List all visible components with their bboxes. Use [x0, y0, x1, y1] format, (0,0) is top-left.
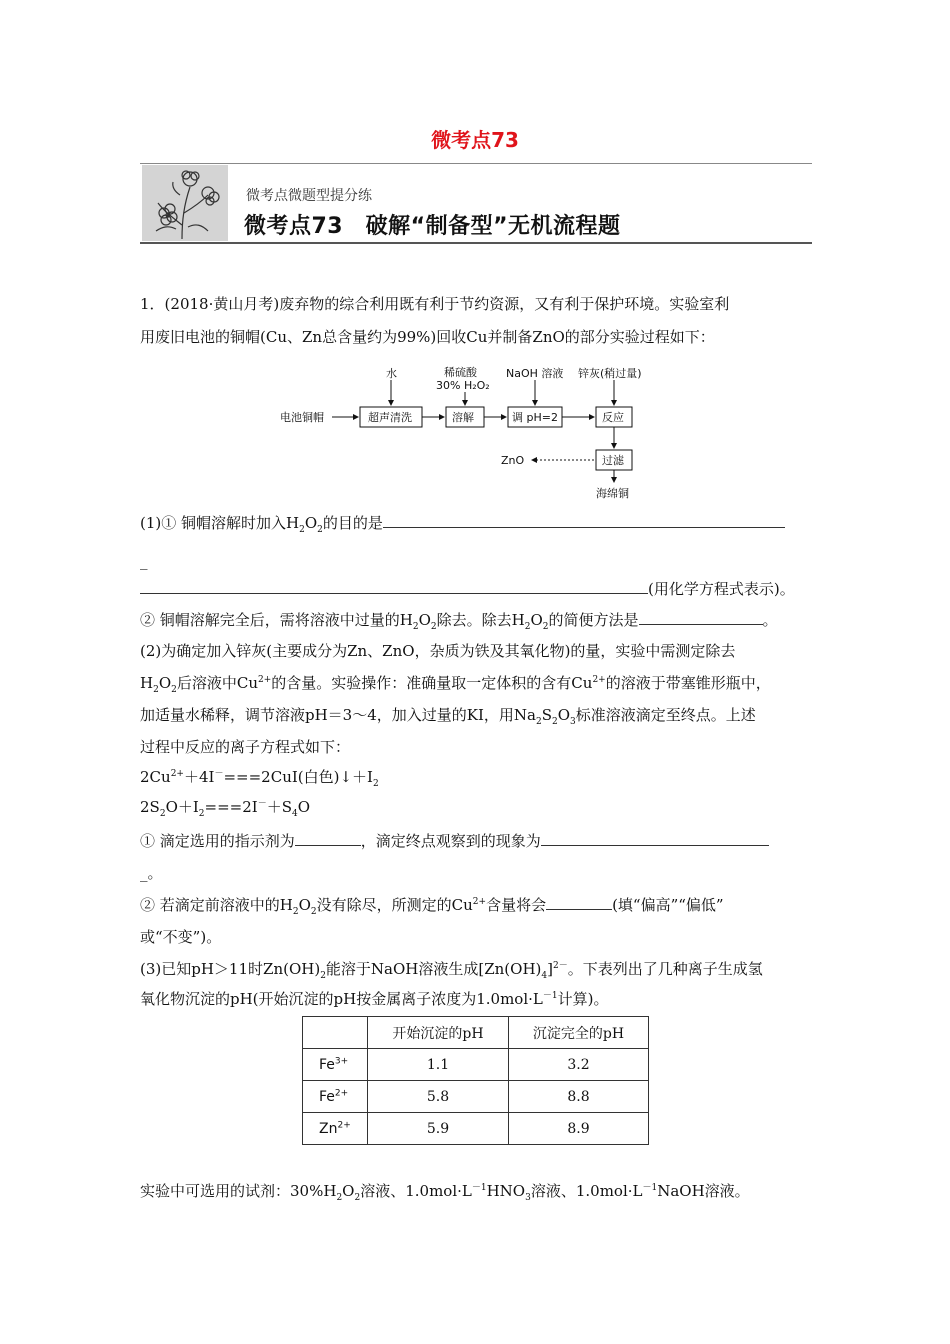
flower-illustration [142, 165, 228, 241]
table-row [303, 1049, 649, 1081]
answer-blank-2a[interactable] [295, 831, 361, 846]
p3-l1: (3)已知pH＞11时$Zn(OH)_2$能溶于NaOH溶液生成$[Zn(OH)_4]^{2-}$。下表列出了几种离子生成氢 [140, 960, 763, 981]
p1-a: (1)① 铜帽溶解时加入$H_2O_2$的目的是 [140, 512, 785, 534]
flow-step3: 调 pH=2 [512, 411, 558, 424]
flow-start: 电池铜帽 [280, 411, 324, 424]
p2-q1: ① 滴定选用的指示剂为 ，滴定终点观察到的现象为 [140, 830, 769, 852]
table-ion: $Fe^{3+}$ [303, 1049, 368, 1081]
table-row [303, 1113, 649, 1145]
section-banner [140, 163, 812, 243]
reagents-line: 实验中可选用的试剂：$30\%H_2O_2$溶液、$1.0mol\cdot L^{-1}HNO_3$溶液、$1.0mol\cdot L^{-1}NaOH$溶液。 [140, 1182, 750, 1203]
banner-subtitle: 微考点微题型提分练 [246, 188, 372, 204]
flow-step2-input-b: 30% H₂O₂ [436, 379, 490, 392]
flow-out-bottom: 海绵铜 [596, 487, 629, 500]
table-corner [303, 1017, 368, 1049]
p2-l2: $H_2O_2$后溶液中$Cu^{2+}$的含量。实验操作：准确量取一定体积的含有$Cu^{2+}$的溶液于带塞锥形瓶中， [140, 674, 771, 695]
equation-1: $2Cu^{2+}+4I^-===2CuI$(白色)$↓+I_2$ [140, 768, 379, 789]
flow-step2: 溶解 [452, 411, 474, 424]
p2-q2: ② 若滴定前溶液中的$H_2O_2$没有除尽，所测定的$Cu^{2+}$含量将会 (填“偏高”“偏低” [140, 896, 724, 917]
p2-q2-end: 或“不变”)。 [140, 928, 222, 946]
answer-blank-2c[interactable] [546, 895, 612, 910]
answer-blank-1b[interactable] [140, 579, 648, 594]
p3-l2: 氧化物沉淀的pH(开始沉淀的pH按金属离子浓度为$1.0mol\cdot L^{-1}$计算)。 [140, 990, 609, 1008]
table-header-complete: 沉淀完全的pH [509, 1017, 649, 1049]
flow-step5: 过滤 [602, 454, 624, 467]
table-ion: $Fe^{2+}$ [303, 1081, 368, 1113]
flow-out-left: ZnO [501, 454, 525, 467]
flow-step1-input: 水 [386, 367, 397, 380]
table-header-row [303, 1017, 649, 1049]
ph-table [302, 1016, 649, 1145]
table-complete-ph: 8.9 [509, 1113, 649, 1145]
table-row [303, 1081, 649, 1113]
p2-q1-end: _。 [140, 864, 163, 882]
answer-blank-2b[interactable] [541, 831, 769, 846]
p1-b: (用化学方程式表示)。 [140, 578, 795, 600]
p2-l3: 加适量水稀释，调节溶液pH＝3～4，加入过量的KI，用$Na_2S_2O_3$标准溶液滴定至终点。上述 [140, 706, 756, 727]
flow-step4: 反应 [602, 411, 624, 424]
p2-l4: 过程中反应的离子方程式如下： [140, 738, 351, 756]
process-flowchart [280, 364, 660, 509]
answer-blank-1a[interactable] [383, 513, 785, 528]
page-title: 微考点73 [431, 128, 519, 152]
table-start-ph: 1.1 [368, 1049, 509, 1081]
table-header-start: 开始沉淀的pH [368, 1017, 509, 1049]
p1-dash: _ [140, 552, 148, 570]
table-start-ph: 5.8 [368, 1081, 509, 1113]
table-start-ph: 5.9 [368, 1113, 509, 1145]
table-complete-ph: 3.2 [509, 1049, 649, 1081]
banner-top-rule [140, 163, 812, 164]
banner-title: 微考点73 破解“制备型”无机流程题 [244, 214, 621, 239]
flow-step4-input: 锌灰(稍过量) [578, 367, 642, 380]
banner-bottom-rule [140, 242, 812, 244]
flow-step2-input-a: 稀硫酸 [444, 366, 477, 379]
equation-2: $2S_2O+I_2===2I^-+S_4O$ [140, 798, 311, 819]
p2-l1: (2)为确定加入锌灰(主要成分为Zn、ZnO，杂质为铁及其氧化物)的量，实验中需测定除去 [140, 642, 736, 660]
q1-line1: 1．(2018·黄山月考)废弃物的综合利用既有利于节约资源，又有利于保护环境。实验室利 [140, 295, 730, 313]
answer-blank-1c[interactable] [639, 610, 763, 625]
flow-step3-input: NaOH 溶液 [506, 367, 564, 380]
p1-c: ② 铜帽溶解完全后，需将溶液中过量的$H_2O_2$除去。除去$H_2O_2$的简便方法是 。 [140, 611, 778, 632]
flow-step1: 超声清洗 [368, 411, 412, 424]
table-complete-ph: 8.8 [509, 1081, 649, 1113]
table-ion: $Zn^{2+}$ [303, 1113, 368, 1145]
q1-line2: 用废旧电池的铜帽(Cu、Zn总含量约为99%)回收Cu并制备ZnO的部分实验过程如下： [140, 328, 715, 346]
